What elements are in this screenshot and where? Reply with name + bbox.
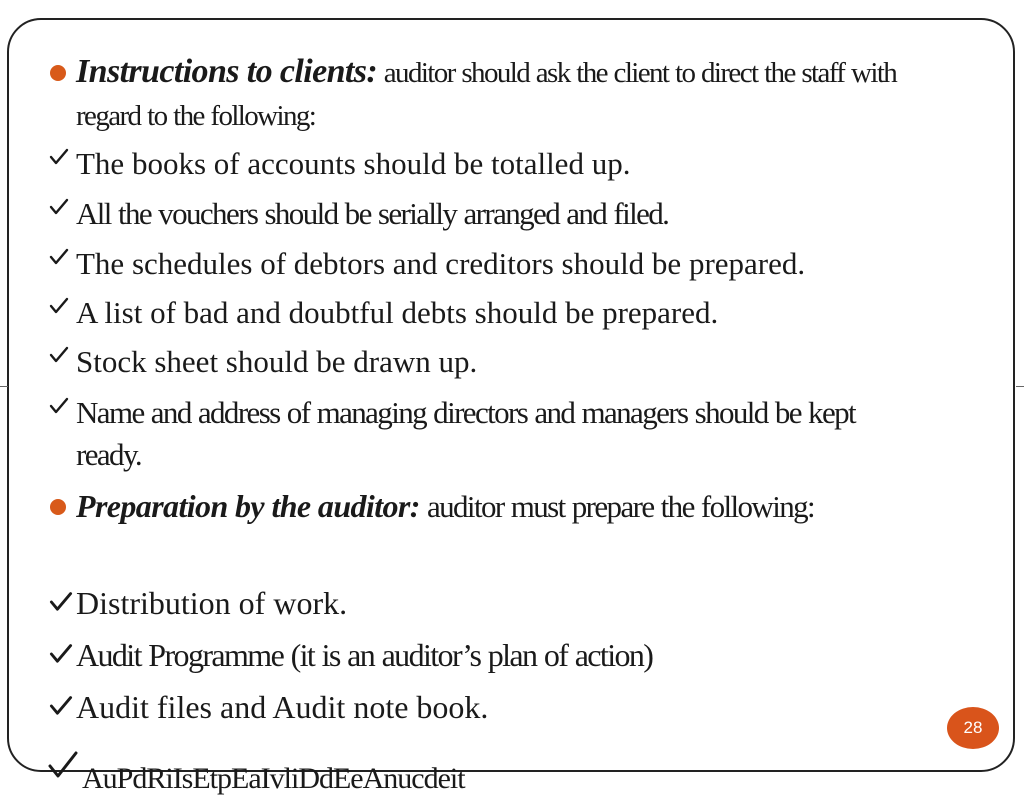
bullet-description: auditor should ask the client to direct the staff with regard to the following: <box>76 57 897 132</box>
checkmark-icon <box>49 590 73 614</box>
left-edge-mark <box>0 386 8 387</box>
checklist-item-text: Audit Programme (it is an auditor’s plan of action) <box>76 637 653 673</box>
checkmark-icon <box>47 749 79 781</box>
bullet-instructions-to-clients <box>49 51 929 135</box>
checklist-item-text: Audit files and Audit note book. <box>76 689 489 725</box>
orange-dot-bullet-icon <box>50 499 66 515</box>
page-number-badge: 28 <box>947 707 999 749</box>
right-edge-mark <box>1016 386 1024 387</box>
checkmark-icon <box>49 197 69 217</box>
checklist-item-text: Name and address of managing directors and managers should be kept ready. <box>76 395 856 472</box>
checkmark-icon <box>49 642 73 666</box>
bullet-heading: Preparation by the auditor: <box>76 488 420 524</box>
checkmark-icon <box>49 694 73 718</box>
checklist-item-text: A list of bad and doubtful debts should be prepared. <box>76 295 719 330</box>
checkmark-icon <box>49 247 69 267</box>
checklist-item-text: Distribution of work. <box>76 585 348 621</box>
checkmark-icon <box>49 396 69 416</box>
checkmark-icon <box>49 296 69 316</box>
checklist-item-text: All the vouchers should be serially arranged and filed. <box>76 196 669 231</box>
checkmark-icon <box>49 147 69 167</box>
checklist-item-text: The books of accounts should be totalled up. <box>76 146 631 181</box>
checklist-item-text: Stock sheet should be drawn up. <box>76 344 478 379</box>
checklist-item-text: The schedules of debtors and creditors should be prepared. <box>76 246 806 281</box>
bullet-heading: Instructions to clients: <box>76 53 378 90</box>
bullet-description: auditor must prepare the following: <box>419 489 815 524</box>
overflow-item-text: AuPdRiIsEtpEaIvliDdEeAnucdeit <box>82 762 465 795</box>
checkmark-icon <box>49 345 69 365</box>
orange-dot-bullet-icon <box>50 65 66 81</box>
